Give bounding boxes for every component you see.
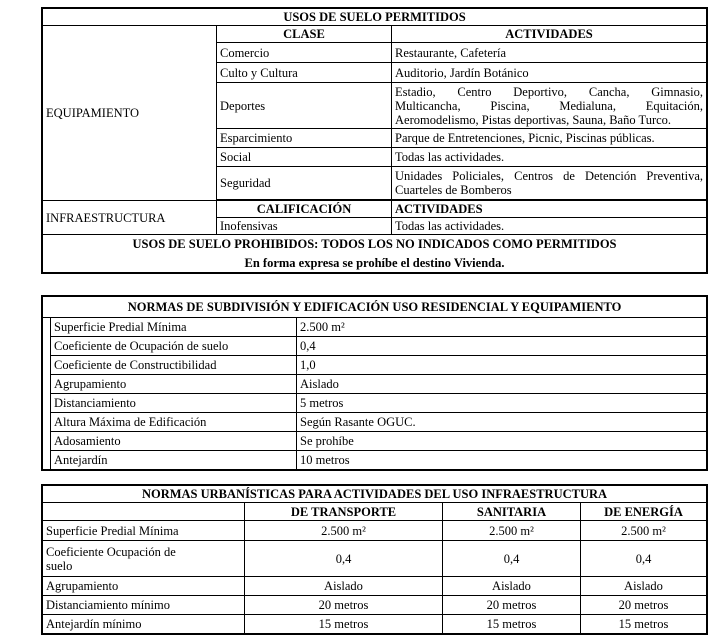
norma-value: 10 metros	[297, 451, 707, 470]
usos-suelo-permitidos-table	[42, 8, 707, 273]
header-clase: CLASE	[217, 26, 392, 43]
table2-title: NORMAS DE SUBDIVISIÓN Y EDIFICACIÓN USO RESIDENCIAL Y EQUIPAMIENTO	[43, 297, 707, 318]
actividades-cell: Todas las actividades.	[392, 218, 707, 235]
actividades-line: Unidades Policiales, Centros de Detención Preventiva,	[395, 169, 704, 183]
norma-label: Altura Máxima de Edificación	[51, 413, 297, 432]
infra-label: Agrupamiento	[43, 577, 245, 596]
infra-label: Superficie Predial Mínima	[43, 521, 245, 541]
norma-value: 0,4	[297, 337, 707, 356]
norma-value: Según Rasante OGUC.	[297, 413, 707, 432]
norma-label: Antejardín	[51, 451, 297, 470]
usos-prohibidos	[43, 235, 707, 273]
infra-value: 2.500 m²	[245, 521, 443, 541]
infra-value: 2.500 m²	[443, 521, 581, 541]
clase-cell: Seguridad	[217, 167, 392, 200]
col-sanitaria: SANITARIA	[443, 503, 581, 521]
actividades-cell: Auditorio, Jardín Botánico	[392, 63, 707, 83]
infra-value: 20 metros	[443, 596, 581, 615]
table1-title: USOS DE SUELO PERMITIDOS	[43, 9, 707, 26]
actividades-cell	[392, 83, 707, 129]
actividades-cell: Todas las actividades.	[392, 148, 707, 167]
infra-value: 2.500 m²	[581, 521, 707, 541]
norma-value: 5 metros	[297, 394, 707, 413]
clase-cell: Esparcimiento	[217, 129, 392, 148]
infra-value: 0,4	[245, 541, 443, 577]
header-actividades: ACTIVIDADES	[392, 26, 707, 43]
clase-cell: Deportes	[217, 83, 392, 129]
infra-value: 15 metros	[581, 615, 707, 634]
prohibidos-line1: USOS DE SUELO PROHIBIDOS: TODOS LOS NO INDICADOS COMO PERMITIDOS	[132, 237, 617, 251]
norma-value: 1,0	[297, 356, 707, 375]
actividades-cell: Parque de Entretenciones, Picnic, Piscinas públicas.	[392, 129, 707, 148]
infra-label-line: Coeficiente Ocupación de	[46, 544, 176, 559]
header-actividades-infra: ACTIVIDADES	[392, 201, 707, 218]
col-transporte: DE TRANSPORTE	[245, 503, 443, 521]
infra-label: Antejardín mínimo	[43, 615, 245, 634]
prohibidos-line2: En forma expresa se prohíbe el destino Vivienda.	[244, 256, 505, 270]
normas-infraestructura-table	[42, 485, 707, 634]
infra-value: Aislado	[581, 577, 707, 596]
infra-value: 20 metros	[581, 596, 707, 615]
clase-cell: Culto y Cultura	[217, 63, 392, 83]
norma-label: Distanciamiento	[51, 394, 297, 413]
infra-value: 20 metros	[245, 596, 443, 615]
actividades-line: Estadio, Centro Deportivo, Cancha, Gimnasio,	[395, 84, 704, 99]
infra-value: Aislado	[443, 577, 581, 596]
clase-cell: Comercio	[217, 43, 392, 63]
infra-value: 15 metros	[245, 615, 443, 634]
actividades-cell: Restaurante, Cafetería	[392, 43, 707, 63]
norma-label: Coeficiente de Constructibilidad	[51, 356, 297, 375]
infra-label-line: suelo	[46, 558, 73, 573]
norma-label: Agrupamiento	[51, 375, 297, 394]
col-energia: DE ENERGÍA	[581, 503, 707, 521]
normas-subdivision-table	[42, 296, 707, 470]
actividades-line: Multicancha, Piscina, Medialuna, Equitación,	[395, 98, 704, 113]
norma-label: Coeficiente de Ocupación de suelo	[51, 337, 297, 356]
norma-value: Se prohíbe	[297, 432, 707, 451]
infra-value: 0,4	[443, 541, 581, 577]
group-infraestructura: INFRAESTRUCTURA	[43, 201, 217, 235]
norma-label: Superficie Predial Mínima	[51, 318, 297, 337]
group-equipamiento: EQUIPAMIENTO	[43, 26, 217, 201]
norma-value: Aislado	[297, 375, 707, 394]
actividades-cell	[392, 167, 707, 200]
norma-label: Adosamiento	[51, 432, 297, 451]
table3-title: NORMAS URBANÍSTICAS PARA ACTIVIDADES DEL USO INFRAESTRUCTURA	[43, 486, 707, 503]
header-calificacion: CALIFICACIÓN	[217, 201, 392, 218]
norma-value: 2.500 m²	[297, 318, 707, 337]
actividades-line: Cuarteles de Bomberos	[395, 183, 512, 197]
infra-value: 0,4	[581, 541, 707, 577]
infra-label	[43, 541, 245, 577]
actividades-line: Aeromodelismo, Pistas deportivas, Sauna, Baño Turco.	[395, 112, 672, 127]
infra-value: Aislado	[245, 577, 443, 596]
calificacion-cell: Inofensivas	[217, 218, 392, 235]
clase-cell: Social	[217, 148, 392, 167]
infra-value: 15 metros	[443, 615, 581, 634]
infra-label: Distanciamiento mínimo	[43, 596, 245, 615]
